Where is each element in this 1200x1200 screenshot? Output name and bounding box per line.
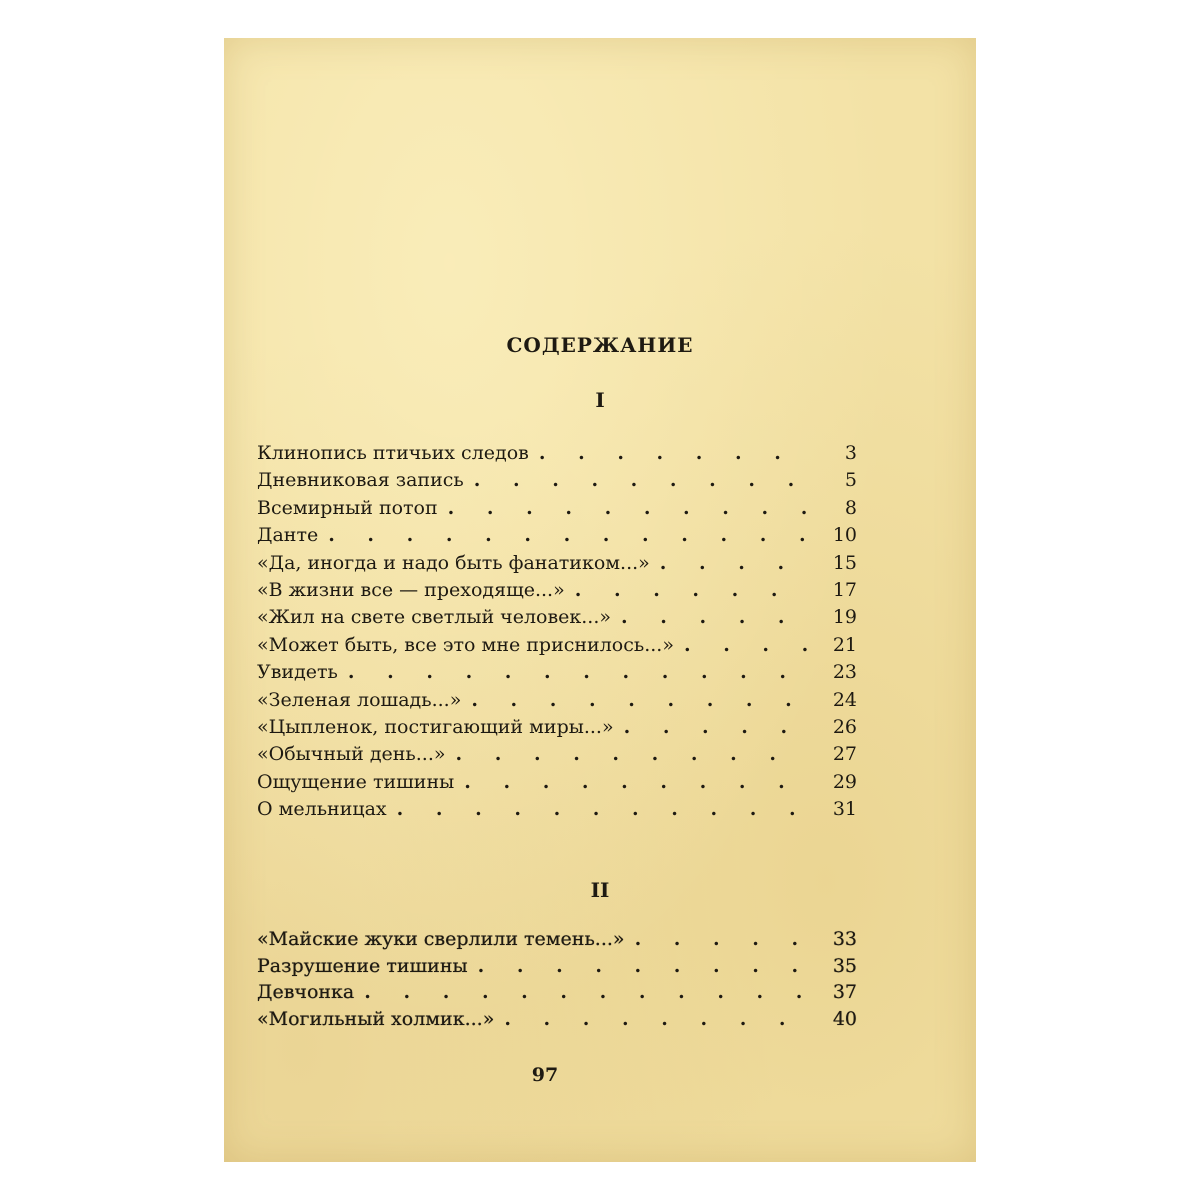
section-number: I — [595, 388, 605, 412]
toc-entry-title: «В жизни все — преходяще...» — [257, 578, 565, 601]
toc-entry-page: 15 — [832, 551, 857, 574]
toc-entry — [257, 798, 857, 825]
leader-dots — [328, 524, 807, 546]
toc-entry-title: Разрушение тишины — [257, 954, 468, 977]
toc-entry-title: Дневниковая запись — [257, 469, 464, 492]
toc-entry — [257, 928, 857, 955]
toc-entry-title: Всемирный потоп — [257, 496, 438, 519]
toc-entry — [257, 606, 857, 633]
leader-dots — [364, 981, 807, 1003]
leader-dots — [464, 771, 807, 793]
toc-entry-page: 33 — [832, 928, 857, 950]
toc-entry — [257, 689, 857, 716]
toc-entry-page: 37 — [832, 981, 857, 1003]
toc-entry-page: 19 — [832, 606, 857, 629]
toc-entry — [257, 716, 857, 743]
toc-entry — [257, 497, 857, 524]
toc-entry-title: «Жил на свете светлый человек...» — [257, 606, 612, 629]
toc-entry-title: Девчонка — [257, 981, 355, 1003]
toc-entry-title: Увидеть — [257, 661, 338, 684]
book-page — [224, 38, 976, 1162]
leader-dots — [504, 1008, 807, 1030]
toc-entry-title: Клинопись птичьих следов — [257, 442, 529, 464]
toc-entry-title: «Да, иногда и надо быть фанатиком...» — [257, 551, 650, 574]
toc-entry-page: 26 — [832, 715, 857, 738]
toc-entry-page: 27 — [832, 743, 857, 766]
toc-entry-title: «Зеленая лошадь...» — [257, 688, 462, 711]
leader-dots — [575, 579, 807, 601]
toc-entry-title: «Цыпленок, постигающий миры...» — [257, 715, 614, 738]
toc-entry-page: 24 — [832, 688, 857, 711]
section-number: II — [590, 878, 610, 902]
toc-entry-title: «Обычный день...» — [257, 743, 446, 766]
toc-entry — [257, 661, 857, 688]
toc-entry — [257, 981, 857, 1008]
toc-entry — [257, 524, 857, 551]
toc-entry — [257, 579, 857, 606]
page-title: СОДЕРЖАНИЕ — [506, 333, 694, 357]
leader-dots — [348, 661, 807, 683]
toc-entry-page: 31 — [832, 798, 857, 821]
toc-entry-title: Ощущение тишины — [257, 770, 455, 793]
toc-entry-page: 10 — [832, 524, 857, 547]
toc-entry — [257, 743, 857, 770]
toc-entry-page: 40 — [832, 1007, 857, 1030]
toc-entry-title: Данте — [257, 524, 319, 547]
leader-dots — [539, 442, 807, 464]
toc-entry-page: 23 — [832, 661, 857, 684]
leader-dots — [397, 798, 807, 820]
toc-entry-page: 3 — [844, 442, 857, 464]
toc-entry — [257, 634, 857, 661]
toc-entry-title: «Майские жуки сверлили темень...» — [257, 928, 625, 950]
toc-entry — [257, 955, 857, 982]
toc-entry — [257, 469, 857, 496]
toc-entry-page: 5 — [844, 469, 857, 492]
leader-dots — [471, 689, 807, 711]
toc-entry — [257, 442, 857, 469]
toc-entry — [257, 1008, 857, 1035]
leader-dots — [474, 469, 807, 491]
leader-dots — [621, 606, 807, 628]
toc-entry-page: 35 — [832, 954, 857, 977]
leader-dots — [456, 743, 807, 765]
toc-section-2 — [257, 928, 857, 1034]
leader-dots — [624, 716, 807, 738]
toc-entry-page: 29 — [832, 770, 857, 793]
toc-entry-title: О мельницах — [257, 798, 387, 821]
toc-entry — [257, 552, 857, 579]
toc-entry-page: 8 — [844, 496, 857, 519]
leader-dots — [660, 552, 807, 574]
leader-dots — [684, 634, 807, 656]
page-number: 97 — [531, 1064, 559, 1086]
leader-dots — [448, 497, 807, 519]
leader-dots — [478, 955, 807, 977]
toc-entry — [257, 771, 857, 798]
toc-entry-page: 21 — [832, 633, 857, 656]
toc-entry-page: 17 — [832, 578, 857, 601]
toc-section-1 — [257, 442, 857, 825]
toc-entry-title: «Могильный холмик...» — [257, 1007, 495, 1030]
toc-entry-title: «Может быть, все это мне приснилось...» — [257, 633, 674, 656]
leader-dots — [635, 928, 807, 950]
